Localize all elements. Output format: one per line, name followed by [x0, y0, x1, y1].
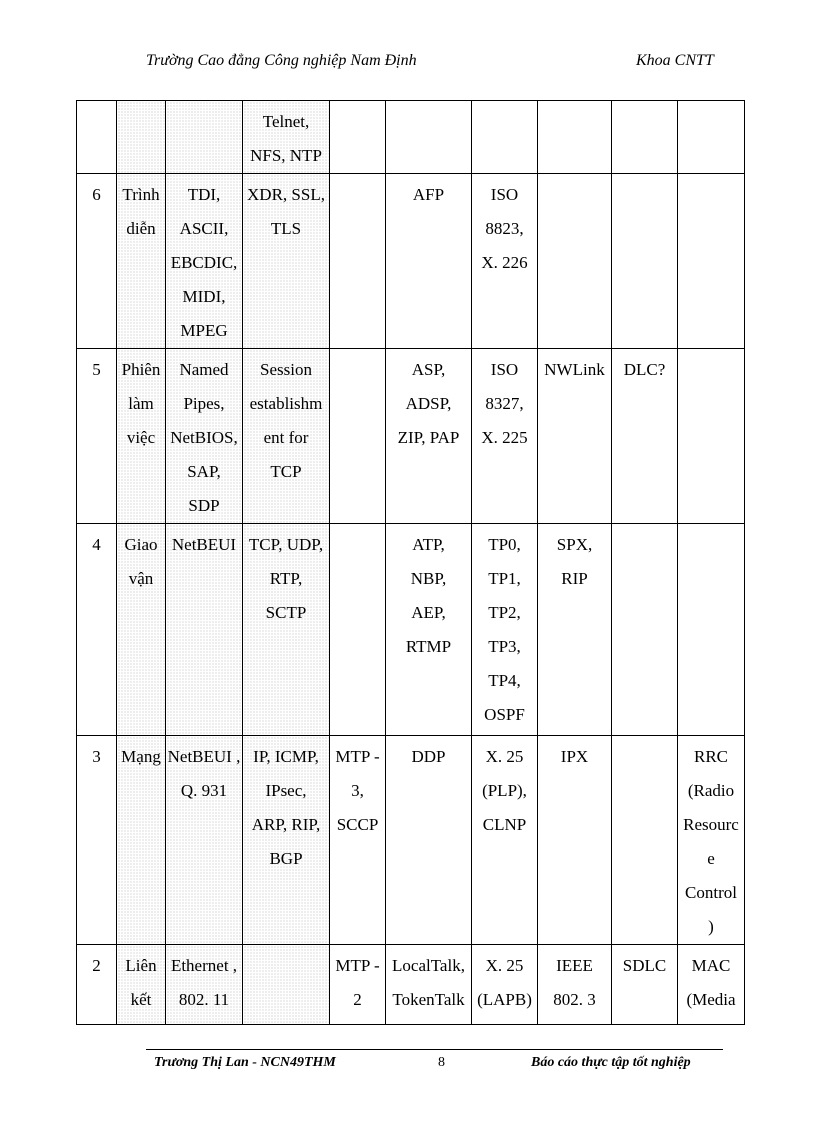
table-cell [166, 101, 243, 174]
table-cell: TCP, UDP, RTP, SCTP [243, 524, 330, 736]
table-cell: NetBEUI [166, 524, 243, 736]
table-cell [117, 101, 166, 174]
table-cell: 2 [77, 945, 117, 1025]
table-cell [386, 101, 472, 174]
table-cell [538, 174, 612, 349]
table-cell: LocalTalk, TokenTalk [386, 945, 472, 1025]
table-cell [330, 174, 386, 349]
table-row [77, 174, 745, 349]
table-cell: Liên kết [117, 945, 166, 1025]
table-cell: 3 [77, 736, 117, 945]
table-cell: NetBEUI , Q. 931 [166, 736, 243, 945]
table-row [77, 349, 745, 524]
table-cell: 5 [77, 349, 117, 524]
table-cell: Trình diễn [117, 174, 166, 349]
table-cell: AFP [386, 174, 472, 349]
table-cell: TP0, TP1, TP2, TP3, TP4, OSPF [472, 524, 538, 736]
table-cell: RRC (Radio Resourc e Control ) [678, 736, 745, 945]
table-cell [612, 174, 678, 349]
table-cell: IP, ICMP, IPsec, ARP, RIP, BGP [243, 736, 330, 945]
table-row [77, 736, 745, 945]
header-department: Khoa CNTT [636, 52, 714, 69]
table-cell: ATP, NBP, AEP, RTMP [386, 524, 472, 736]
table-cell [612, 101, 678, 174]
table-cell [678, 524, 745, 736]
table-cell: Giao vận [117, 524, 166, 736]
header-school-name: Trường Cao đẳng Công nghiệp Nam Định [146, 52, 417, 69]
table-cell: Ethernet , 802. 11 [166, 945, 243, 1025]
table-cell [678, 101, 745, 174]
table-cell: 4 [77, 524, 117, 736]
table-cell: Mạng [117, 736, 166, 945]
table-cell: X. 25 (LAPB) [472, 945, 538, 1025]
table-cell [538, 101, 612, 174]
table-cell: X. 25 (PLP), CLNP [472, 736, 538, 945]
table-cell [678, 174, 745, 349]
footer-report-title: Báo cáo thực tập tốt nghiệp [531, 1055, 691, 1070]
table-cell: 6 [77, 174, 117, 349]
table-cell: MTP - 3, SCCP [330, 736, 386, 945]
table-cell: NWLink [538, 349, 612, 524]
table-cell: ISO 8823, X. 226 [472, 174, 538, 349]
table-cell: ASP, ADSP, ZIP, PAP [386, 349, 472, 524]
table-cell [330, 349, 386, 524]
table-cell: ISO 8327, X. 225 [472, 349, 538, 524]
table-cell [612, 524, 678, 736]
table-row [77, 524, 745, 736]
table-cell [77, 101, 117, 174]
table-cell: DLC? [612, 349, 678, 524]
table-cell [243, 945, 330, 1025]
table-cell: Phiên làm việc [117, 349, 166, 524]
footer-divider [146, 1049, 723, 1050]
table-cell: XDR, SSL, TLS [243, 174, 330, 349]
footer-author: Trương Thị Lan - NCN49THM [154, 1055, 336, 1070]
table-row [77, 945, 745, 1025]
page-number: 8 [438, 1055, 445, 1070]
table-cell: TDI, ASCII, EBCDIC, MIDI, MPEG [166, 174, 243, 349]
table-cell [678, 349, 745, 524]
table-cell: MTP - 2 [330, 945, 386, 1025]
table-cell: MAC (Media [678, 945, 745, 1025]
table-cell: SPX, RIP [538, 524, 612, 736]
table-cell: IPX [538, 736, 612, 945]
table-cell: SDLC [612, 945, 678, 1025]
table-cell: Session establishm ent for TCP [243, 349, 330, 524]
table-cell [330, 524, 386, 736]
table-cell [330, 101, 386, 174]
table-cell: IEEE 802. 3 [538, 945, 612, 1025]
table-cell: Named Pipes, NetBIOS, SAP, SDP [166, 349, 243, 524]
osi-protocol-table [76, 100, 745, 1025]
table-cell: DDP [386, 736, 472, 945]
table-cell [612, 736, 678, 945]
table-row [77, 101, 745, 174]
table-cell [472, 101, 538, 174]
table-cell: Telnet, NFS, NTP [243, 101, 330, 174]
